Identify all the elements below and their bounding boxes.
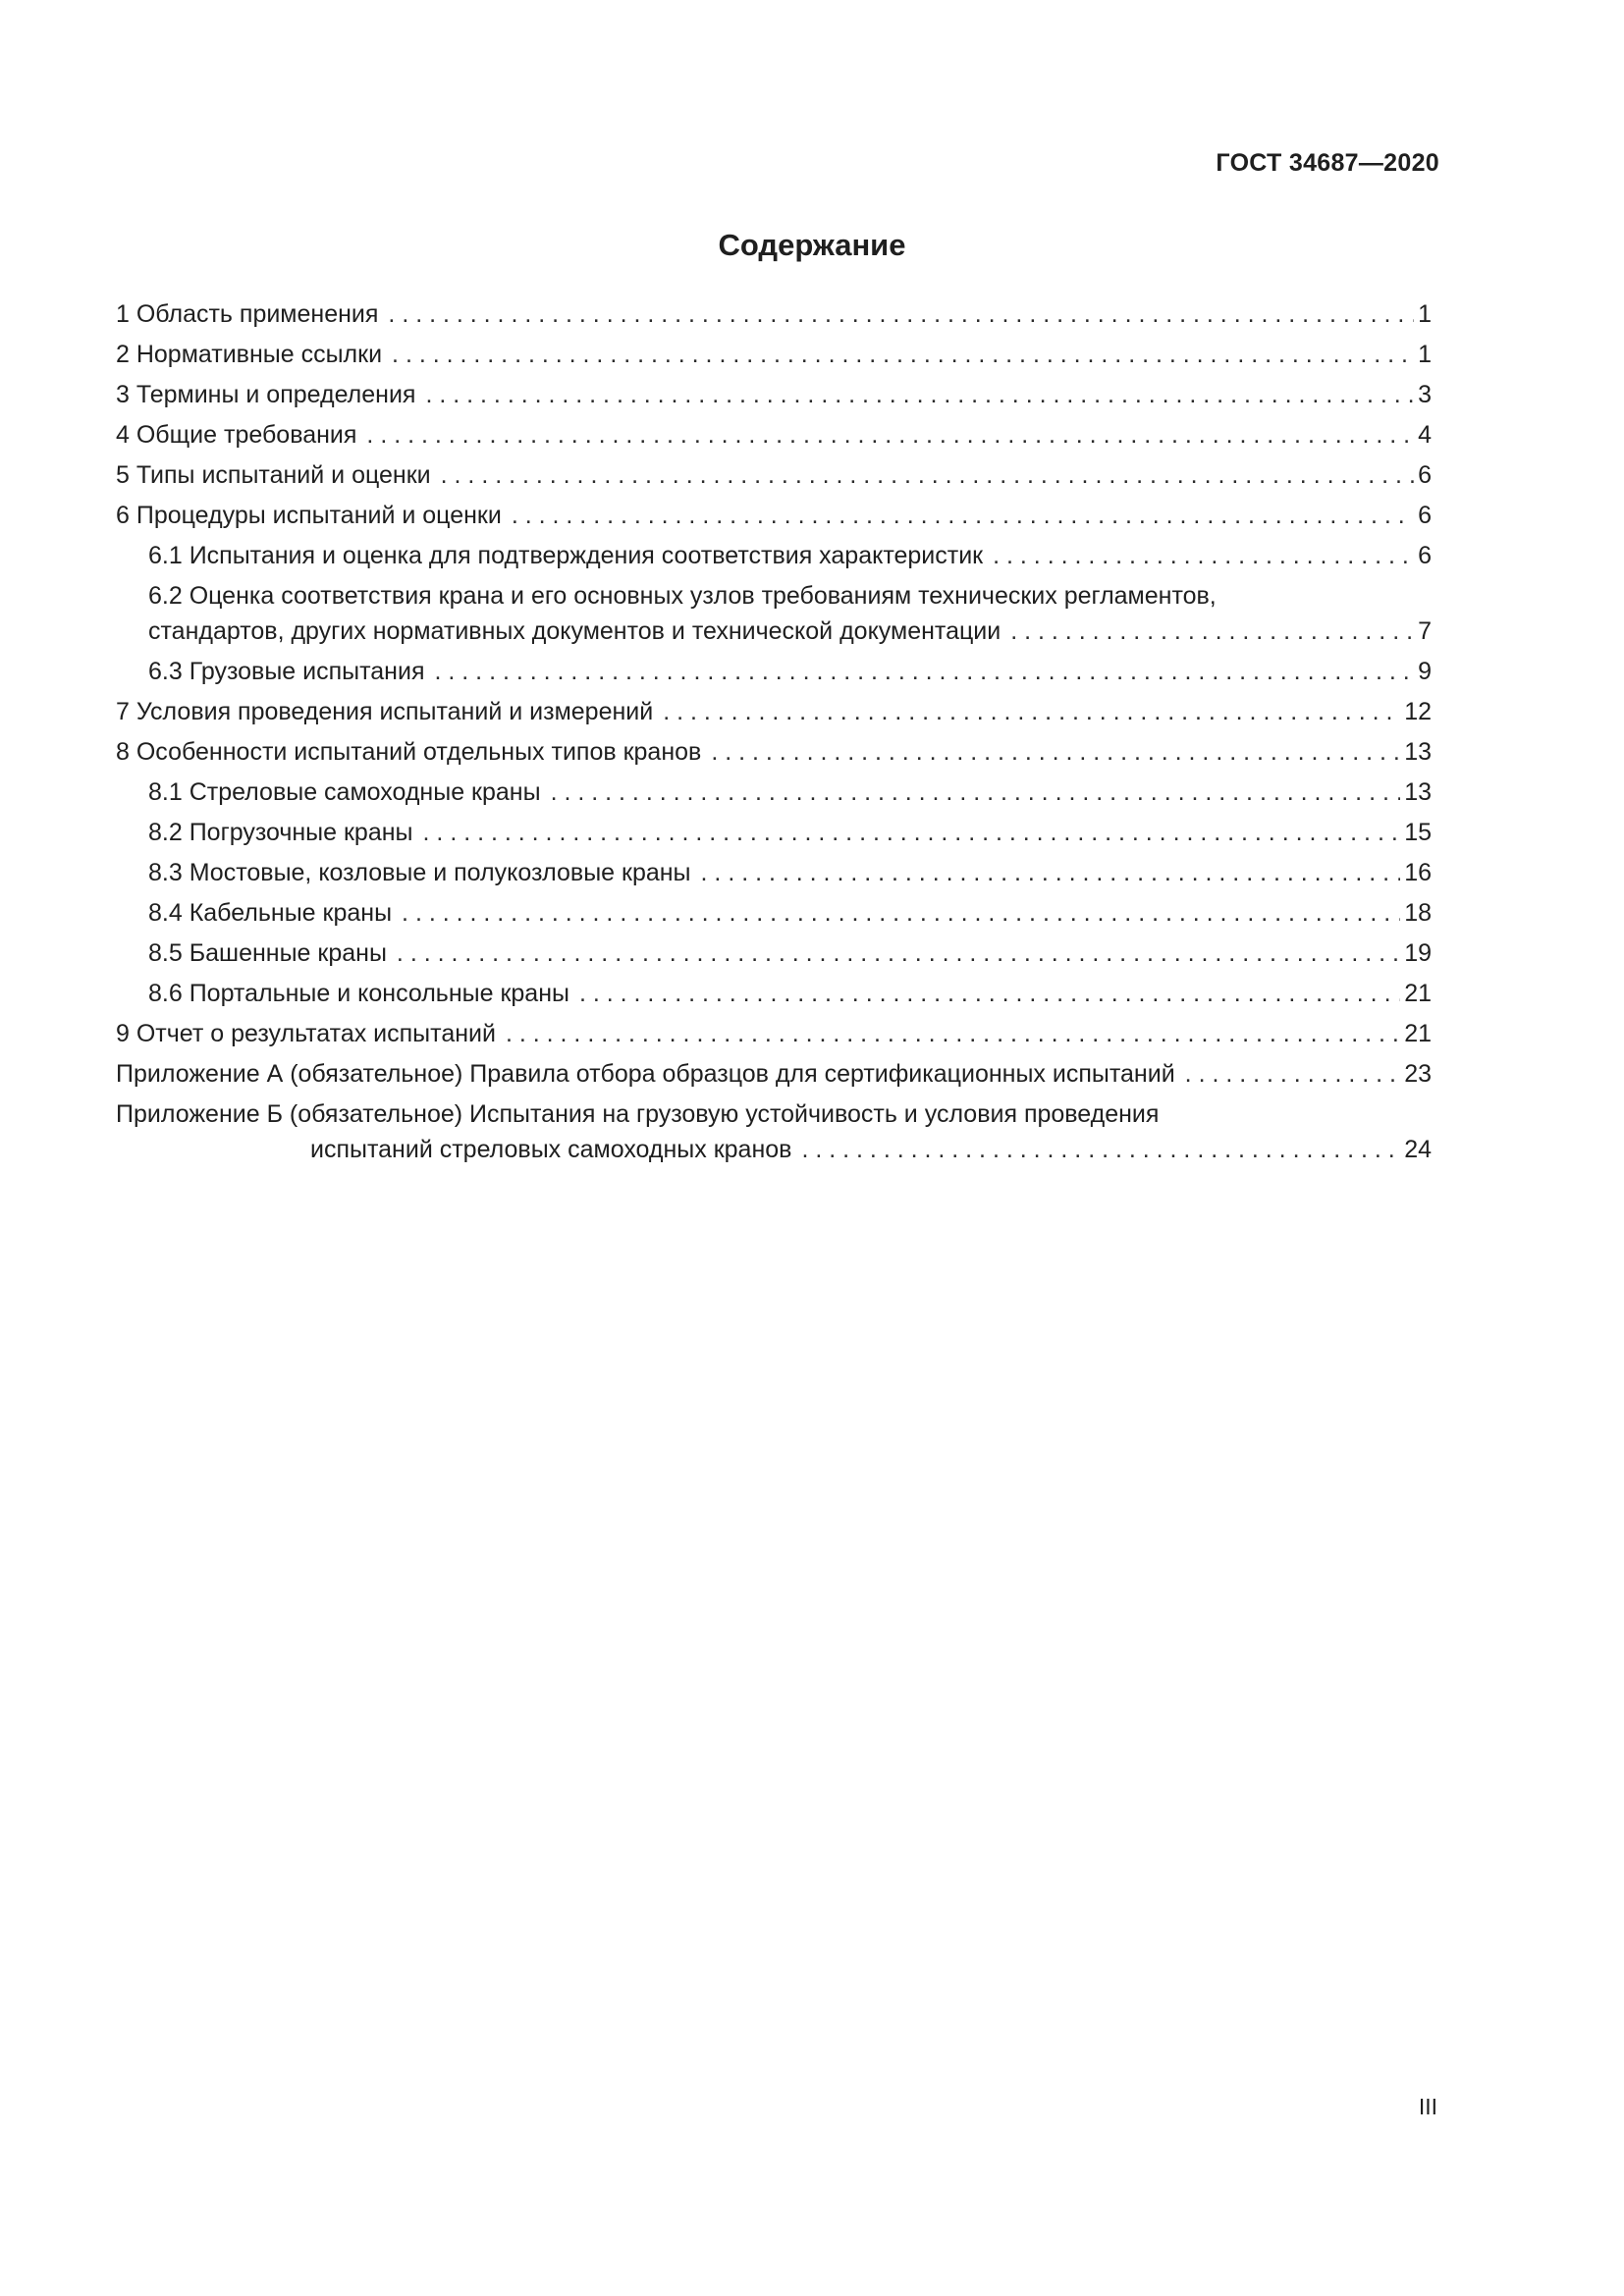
toc-entry-2[interactable] bbox=[116, 337, 1432, 377]
toc-entry-8-5[interactable] bbox=[116, 935, 1432, 976]
toc-entry-text: 8 Особенности испытаний отдельных типов кранов bbox=[116, 738, 702, 766]
toc-page-number: 7 bbox=[1418, 617, 1432, 645]
toc-leader-dots bbox=[701, 855, 1401, 890]
toc-entry-appendix-b[interactable] bbox=[116, 1096, 1432, 1167]
toc-entry-text: 8.3 Мостовые, козловые и полукозловые краны bbox=[148, 859, 691, 886]
toc-entry-6-2[interactable] bbox=[116, 578, 1432, 649]
toc-entry-6[interactable] bbox=[116, 498, 1432, 538]
toc-entry-text: 8.4 Кабельные краны bbox=[148, 899, 393, 927]
toc-entry-text: 6.2 Оценка соответствия крана и его основных узлов требованиям технических регламентов, bbox=[148, 582, 1217, 610]
toc-leader-dots bbox=[506, 1016, 1400, 1051]
toc-leader-dots bbox=[425, 377, 1414, 412]
toc-entry-text: 8.2 Погрузочные краны bbox=[148, 819, 413, 846]
toc-entry-appendix-a[interactable] bbox=[116, 1056, 1432, 1096]
toc-page-number: 19 bbox=[1404, 939, 1432, 967]
toc-leader-dots bbox=[402, 895, 1400, 931]
toc-leader-dots bbox=[663, 694, 1400, 729]
toc-page-number: 4 bbox=[1418, 421, 1432, 449]
toc-entry-1[interactable] bbox=[116, 296, 1432, 337]
toc-leader-dots bbox=[392, 337, 1414, 372]
toc-entry-3[interactable] bbox=[116, 377, 1432, 417]
toc-page-number: 16 bbox=[1404, 859, 1432, 886]
toc-leader-dots bbox=[388, 296, 1414, 332]
toc-leader-dots bbox=[551, 774, 1401, 810]
toc-leader-dots bbox=[435, 654, 1415, 689]
toc-page-number: 21 bbox=[1404, 980, 1432, 1007]
toc-leader-dots bbox=[423, 815, 1401, 850]
toc-leader-dots bbox=[512, 498, 1414, 533]
toc-entry-text: 7 Условия проведения испытаний и измерений bbox=[116, 698, 654, 725]
toc-entry-text: 1 Область применения bbox=[116, 300, 379, 328]
toc-leader-dots bbox=[441, 457, 1414, 493]
toc-entry-text-continued: стандартов, других нормативных документов и технической документации bbox=[148, 617, 1001, 645]
toc-leader-dots bbox=[711, 734, 1400, 770]
toc-entry-text: 8.1 Стреловые самоходные краны bbox=[148, 778, 541, 806]
toc-page-number: 15 bbox=[1404, 819, 1432, 846]
toc-entry-5[interactable] bbox=[116, 457, 1432, 498]
toc-entry-9[interactable] bbox=[116, 1016, 1432, 1056]
toc-leader-dots bbox=[801, 1132, 1400, 1167]
toc-entry-text: 4 Общие требования bbox=[116, 421, 357, 449]
toc-page-number: 6 bbox=[1418, 461, 1432, 489]
toc-entry-text: 8.6 Портальные и консольные краны bbox=[148, 980, 569, 1007]
toc-page-number: 9 bbox=[1418, 658, 1432, 685]
toc-page-number: 13 bbox=[1404, 778, 1432, 806]
toc-page-number: 6 bbox=[1418, 542, 1432, 569]
toc-entry-text-continued: испытаний стреловых самоходных кранов bbox=[310, 1136, 792, 1163]
toc-leader-dots bbox=[993, 538, 1414, 573]
toc-page-number: 1 bbox=[1418, 341, 1432, 368]
toc-entry-text: 9 Отчет о результатах испытаний bbox=[116, 1020, 496, 1047]
toc-entry-text: 3 Термины и определения bbox=[116, 381, 416, 408]
toc-entry-text: 6.1 Испытания и оценка для подтверждения соответствия характеристик bbox=[148, 542, 984, 569]
toc-entry-6-1[interactable] bbox=[116, 538, 1432, 578]
toc-entry-8-2[interactable] bbox=[116, 815, 1432, 855]
table-of-contents bbox=[116, 296, 1432, 1172]
toc-page-number: 6 bbox=[1418, 502, 1432, 529]
toc-leader-dots bbox=[1010, 614, 1414, 649]
toc-page-number: 23 bbox=[1404, 1060, 1432, 1088]
toc-entry-text: 6 Процедуры испытаний и оценки bbox=[116, 502, 502, 529]
toc-entry-text: 6.3 Грузовые испытания bbox=[148, 658, 425, 685]
toc-leader-dots bbox=[397, 935, 1400, 971]
toc-entry-7[interactable] bbox=[116, 694, 1432, 734]
toc-entry-8-3[interactable] bbox=[116, 855, 1432, 895]
toc-page-number: 13 bbox=[1404, 738, 1432, 766]
toc-entry-text: 8.5 Башенные краны bbox=[148, 939, 387, 967]
page-number: III bbox=[1418, 2094, 1437, 2119]
toc-page-number: 12 bbox=[1404, 698, 1432, 725]
toc-page-number: 3 bbox=[1418, 381, 1432, 408]
toc-entry-8-6[interactable] bbox=[116, 976, 1432, 1016]
standard-code: ГОСТ 34687—2020 bbox=[1216, 149, 1439, 177]
toc-leader-dots bbox=[579, 976, 1400, 1011]
toc-entry-8[interactable] bbox=[116, 734, 1432, 774]
toc-entry-6-3[interactable] bbox=[116, 654, 1432, 694]
toc-entry-8-4[interactable] bbox=[116, 895, 1432, 935]
toc-page-number: 18 bbox=[1404, 899, 1432, 927]
toc-entry-text: 5 Типы испытаний и оценки bbox=[116, 461, 431, 489]
toc-entry-text: Приложение А (обязательное) Правила отбора образцов для сертификационных испытаний bbox=[116, 1060, 1175, 1088]
toc-leader-dots bbox=[1185, 1056, 1401, 1092]
toc-entry-4[interactable] bbox=[116, 417, 1432, 457]
toc-entry-8-1[interactable] bbox=[116, 774, 1432, 815]
toc-entry-text: Приложение Б (обязательное) Испытания на грузовую устойчивость и условия проведения bbox=[116, 1100, 1160, 1128]
toc-page-number: 21 bbox=[1404, 1020, 1432, 1047]
toc-page-number: 1 bbox=[1418, 300, 1432, 328]
toc-page-number: 24 bbox=[1404, 1136, 1432, 1163]
toc-title: Содержание bbox=[718, 228, 906, 262]
toc-entry-text: 2 Нормативные ссылки bbox=[116, 341, 383, 368]
toc-leader-dots bbox=[366, 417, 1414, 453]
